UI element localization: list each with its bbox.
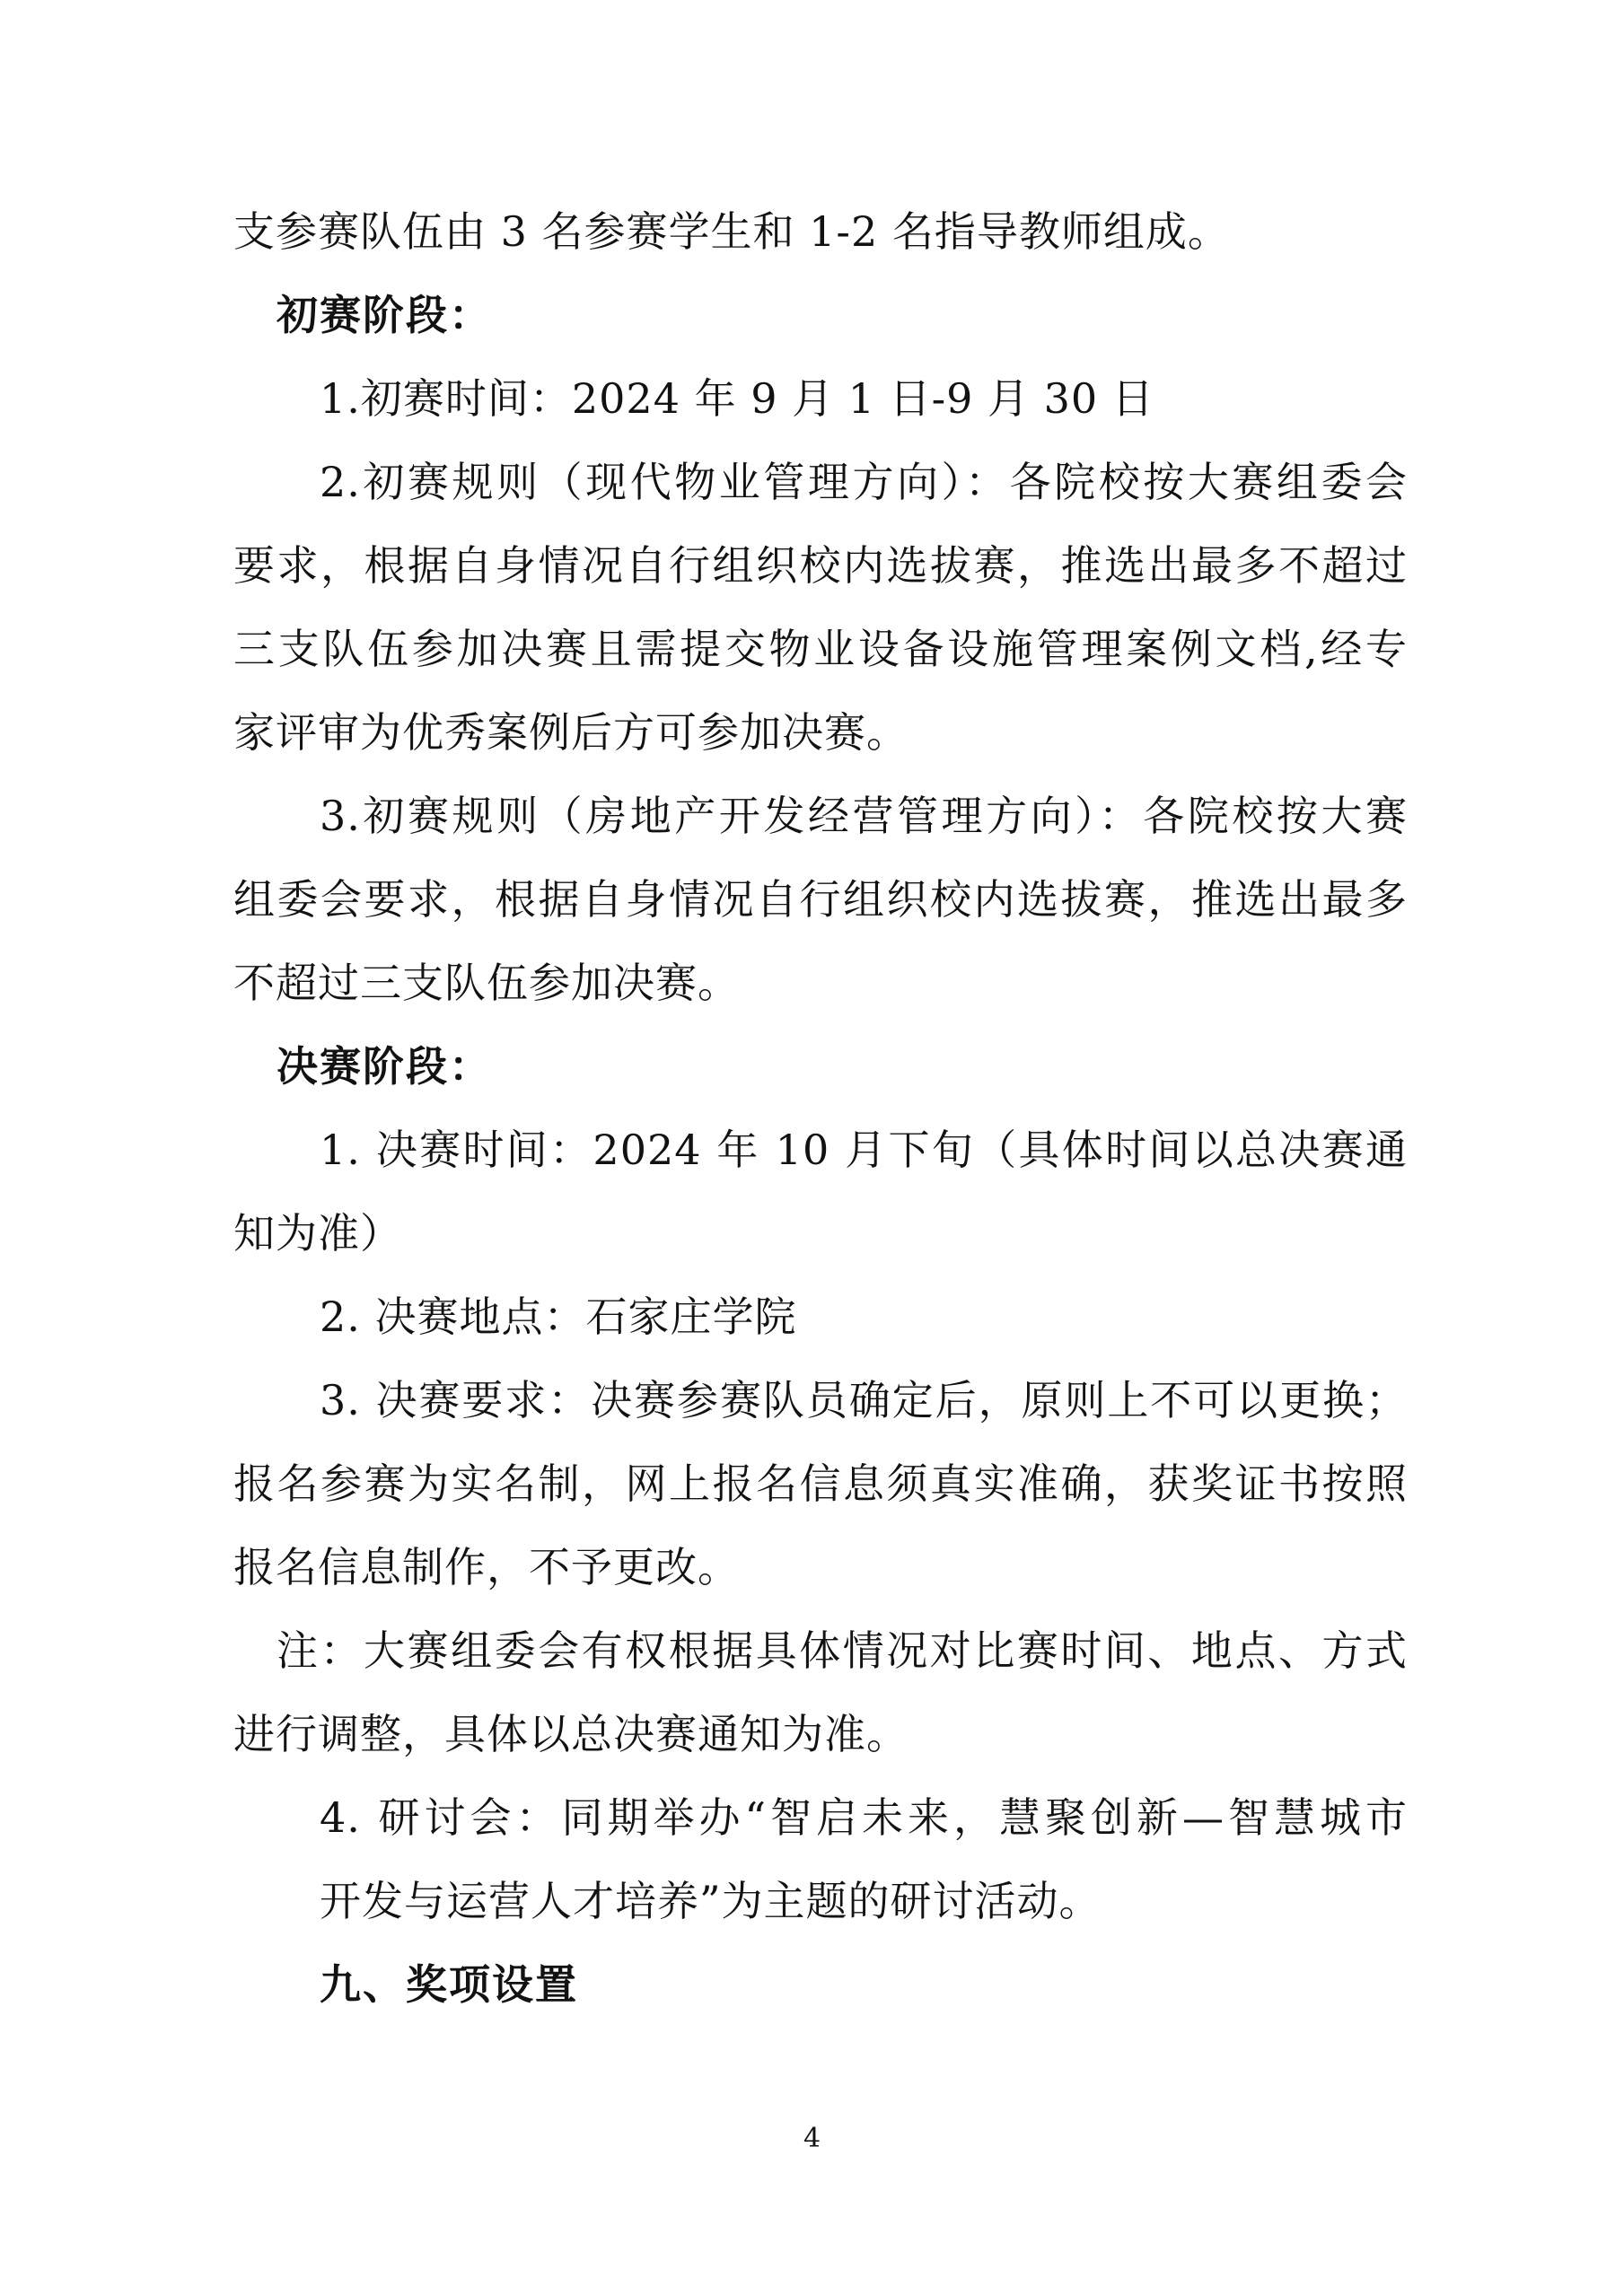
- text-line: 1. 决赛时间：2024 年 10 月下旬（具体时间以总决赛通: [320, 1126, 1408, 1174]
- text-line: 三支队伍参加决赛且需提交物业设备设施管理案例文档,经专: [233, 625, 1408, 673]
- section-heading: 决赛阶段：: [277, 1042, 492, 1091]
- text-line: 组委会要求，根据自身情况自行组织校内选拔赛，推选出最多: [233, 875, 1408, 924]
- text-line: 注：大赛组委会有权根据具体情况对比赛时间、地点、方式: [277, 1626, 1408, 1675]
- text-line: 知为准）: [233, 1209, 402, 1258]
- text-line: 4. 研讨会：同期举办“智启未来，慧聚创新—智慧城市: [320, 1793, 1408, 1842]
- text-line: 家评审为优秀案例后方可参加决赛。: [233, 708, 909, 757]
- section-heading: 九、奖项设置: [320, 1960, 578, 2009]
- text-line: 要求，根据自身情况自行组织校内选拔赛，推选出最多不超过: [233, 541, 1408, 590]
- text-line: 2. 决赛地点：石家庄学院: [320, 1293, 797, 1341]
- text-line: 3. 决赛要求：决赛参赛队员确定后，原则上不可以更换；: [320, 1376, 1408, 1424]
- text-line: 2.初赛规则（现代物业管理方向）：各院校按大赛组委会: [320, 458, 1408, 506]
- text-line: 支参赛队伍由 3 名参赛学生和 1-2 名指导教师组成。: [233, 207, 1230, 256]
- text-line: 开发与运营人才培养”为主题的研讨活动。: [320, 1877, 1102, 1925]
- text-line: 报名参赛为实名制，网上报名信息须真实准确，获奖证书按照: [233, 1459, 1408, 1508]
- text-line: 不超过三支队伍参加决赛。: [233, 959, 740, 1007]
- text-line: 进行调整，具体以总决赛通知为准。: [233, 1710, 909, 1758]
- document-body: [233, 190, 1408, 2027]
- text-line: 报名信息制作，不予更改。: [233, 1543, 740, 1591]
- section-heading: 初赛阶段：: [277, 291, 492, 339]
- page-number: 4: [803, 2123, 821, 2154]
- text-line: 3.初赛规则（房地产开发经营管理方向）：各院校按大赛: [320, 792, 1408, 840]
- text-line: 1.初赛时间：2024 年 9 月 1 日-9 月 30 日: [320, 374, 1154, 423]
